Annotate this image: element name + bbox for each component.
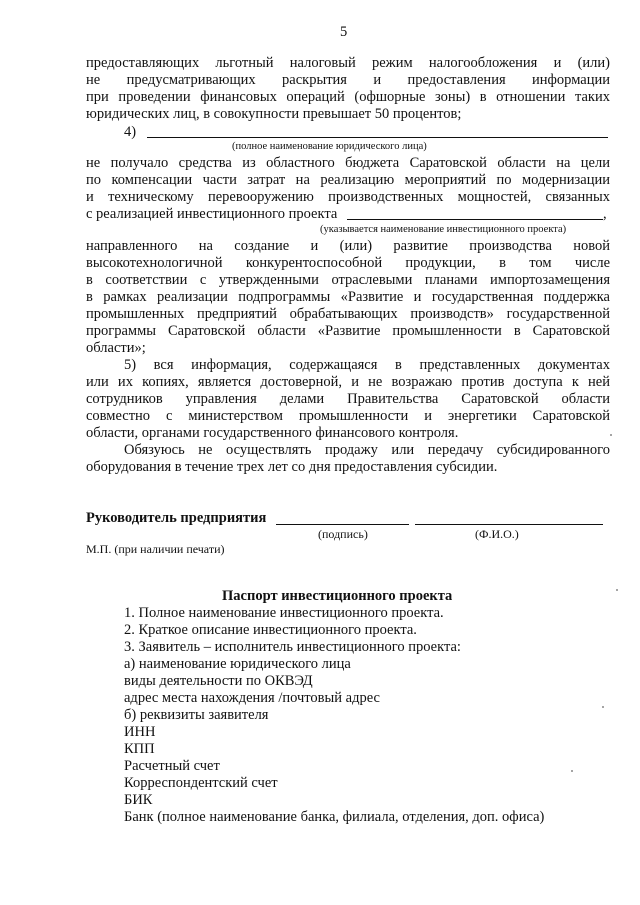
scan-speck xyxy=(616,589,618,591)
passport-item: БИК xyxy=(124,792,153,808)
fill-in-line-company xyxy=(147,137,608,138)
passport-item: б) реквизиты заявителя xyxy=(124,707,269,723)
passport-item: адрес места нахождения /почтовый адрес xyxy=(124,690,380,706)
text-line: с реализацией инвестиционного проекта xyxy=(86,206,338,222)
text-line: области»; xyxy=(86,340,146,356)
text-line: по компенсации части затрат на реализацию мероприятий по модернизации xyxy=(86,172,610,188)
text-line: области, органами государственного финансового контроля. xyxy=(86,425,459,441)
text-line: совместно с министерством промышленности и энергетики Саратовской xyxy=(86,408,610,424)
passport-item: виды деятельности по ОКВЭД xyxy=(124,673,313,689)
field-caption: (полное наименование юридического лица) xyxy=(232,141,427,152)
passport-item: ИНН xyxy=(124,724,156,740)
stamp-note: М.П. (при наличии печати) xyxy=(86,542,225,556)
scan-speck xyxy=(571,770,573,772)
text-line: 5) вся информация, содержащаяся в представленных документах xyxy=(124,357,610,373)
text-line: не предусматривающих раскрытия и предоставления информации xyxy=(86,72,610,88)
scan-speck xyxy=(610,434,612,436)
signature-line xyxy=(276,524,409,525)
field-caption: (указывается наименование инвестиционного проекта) xyxy=(320,224,567,235)
text-line: Обязуюсь не осуществлять продажу или передачу субсидированного xyxy=(124,442,610,458)
text-line: , xyxy=(603,206,607,222)
text-line: не получало средства из областного бюджета Саратовской области на цели xyxy=(86,155,610,171)
passport-item: 2. Краткое описание инвестиционного проекта. xyxy=(124,622,417,638)
text-line: в соответствии с утвержденными отраслевыми планами импортозамещения xyxy=(86,272,610,288)
fill-in-line-project xyxy=(347,219,603,220)
name-line xyxy=(415,524,603,525)
text-line: или их копиях, является достоверной, и не возражаю против доступа к ней xyxy=(86,374,610,390)
text-line: предоставляющих льготный налоговый режим налогообложения и (или) xyxy=(86,55,610,71)
passport-item: 3. Заявитель – исполнитель инвестиционного проекта: xyxy=(124,639,461,655)
text-line: и техническому перевооружению производственных мощностей, связанных xyxy=(86,189,610,205)
text-line: сотрудников управления делами Правительства Саратовской области xyxy=(86,391,610,407)
text-line: промышленных предприятий обрабатывающих производств» государственной xyxy=(86,306,610,322)
text-line: при проведении финансовых операций (офшорные зоны) в отношении таких xyxy=(86,89,610,105)
text-line: программы Саратовской области «Развитие промышленности в Саратовской xyxy=(86,323,610,339)
passport-item: Корреспондентский счет xyxy=(124,775,278,791)
passport-item: 1. Полное наименование инвестиционного проекта. xyxy=(124,605,444,621)
signature-label: Руководитель предприятия xyxy=(86,510,267,526)
page-number: 5 xyxy=(340,24,348,40)
text-line: высокотехнологичной конкурентоспособной продукции, в том числе xyxy=(86,255,610,271)
scan-speck xyxy=(602,706,604,708)
text-line: оборудования в течение трех лет со дня предоставления субсидии. xyxy=(86,459,498,475)
text-line: юридических лиц, в совокупности превышает 50 процентов; xyxy=(86,106,462,122)
item-number: 4) xyxy=(124,124,137,140)
passport-item: Расчетный счет xyxy=(124,758,220,774)
passport-item: КПП xyxy=(124,741,155,757)
passport-title: Паспорт инвестиционного проекта xyxy=(222,588,453,604)
passport-item: Банк (полное наименование банка, филиала, отделения, доп. офиса) xyxy=(124,809,545,825)
passport-item: а) наименование юридического лица xyxy=(124,656,351,672)
text-line: в рамках реализации подпрограммы «Развитие и государственная поддержка xyxy=(86,289,610,305)
signature-caption: (подпись) xyxy=(318,527,368,541)
name-caption: (Ф.И.О.) xyxy=(475,527,519,541)
text-line: направленного на создание и (или) развитие производства новой xyxy=(86,238,610,254)
